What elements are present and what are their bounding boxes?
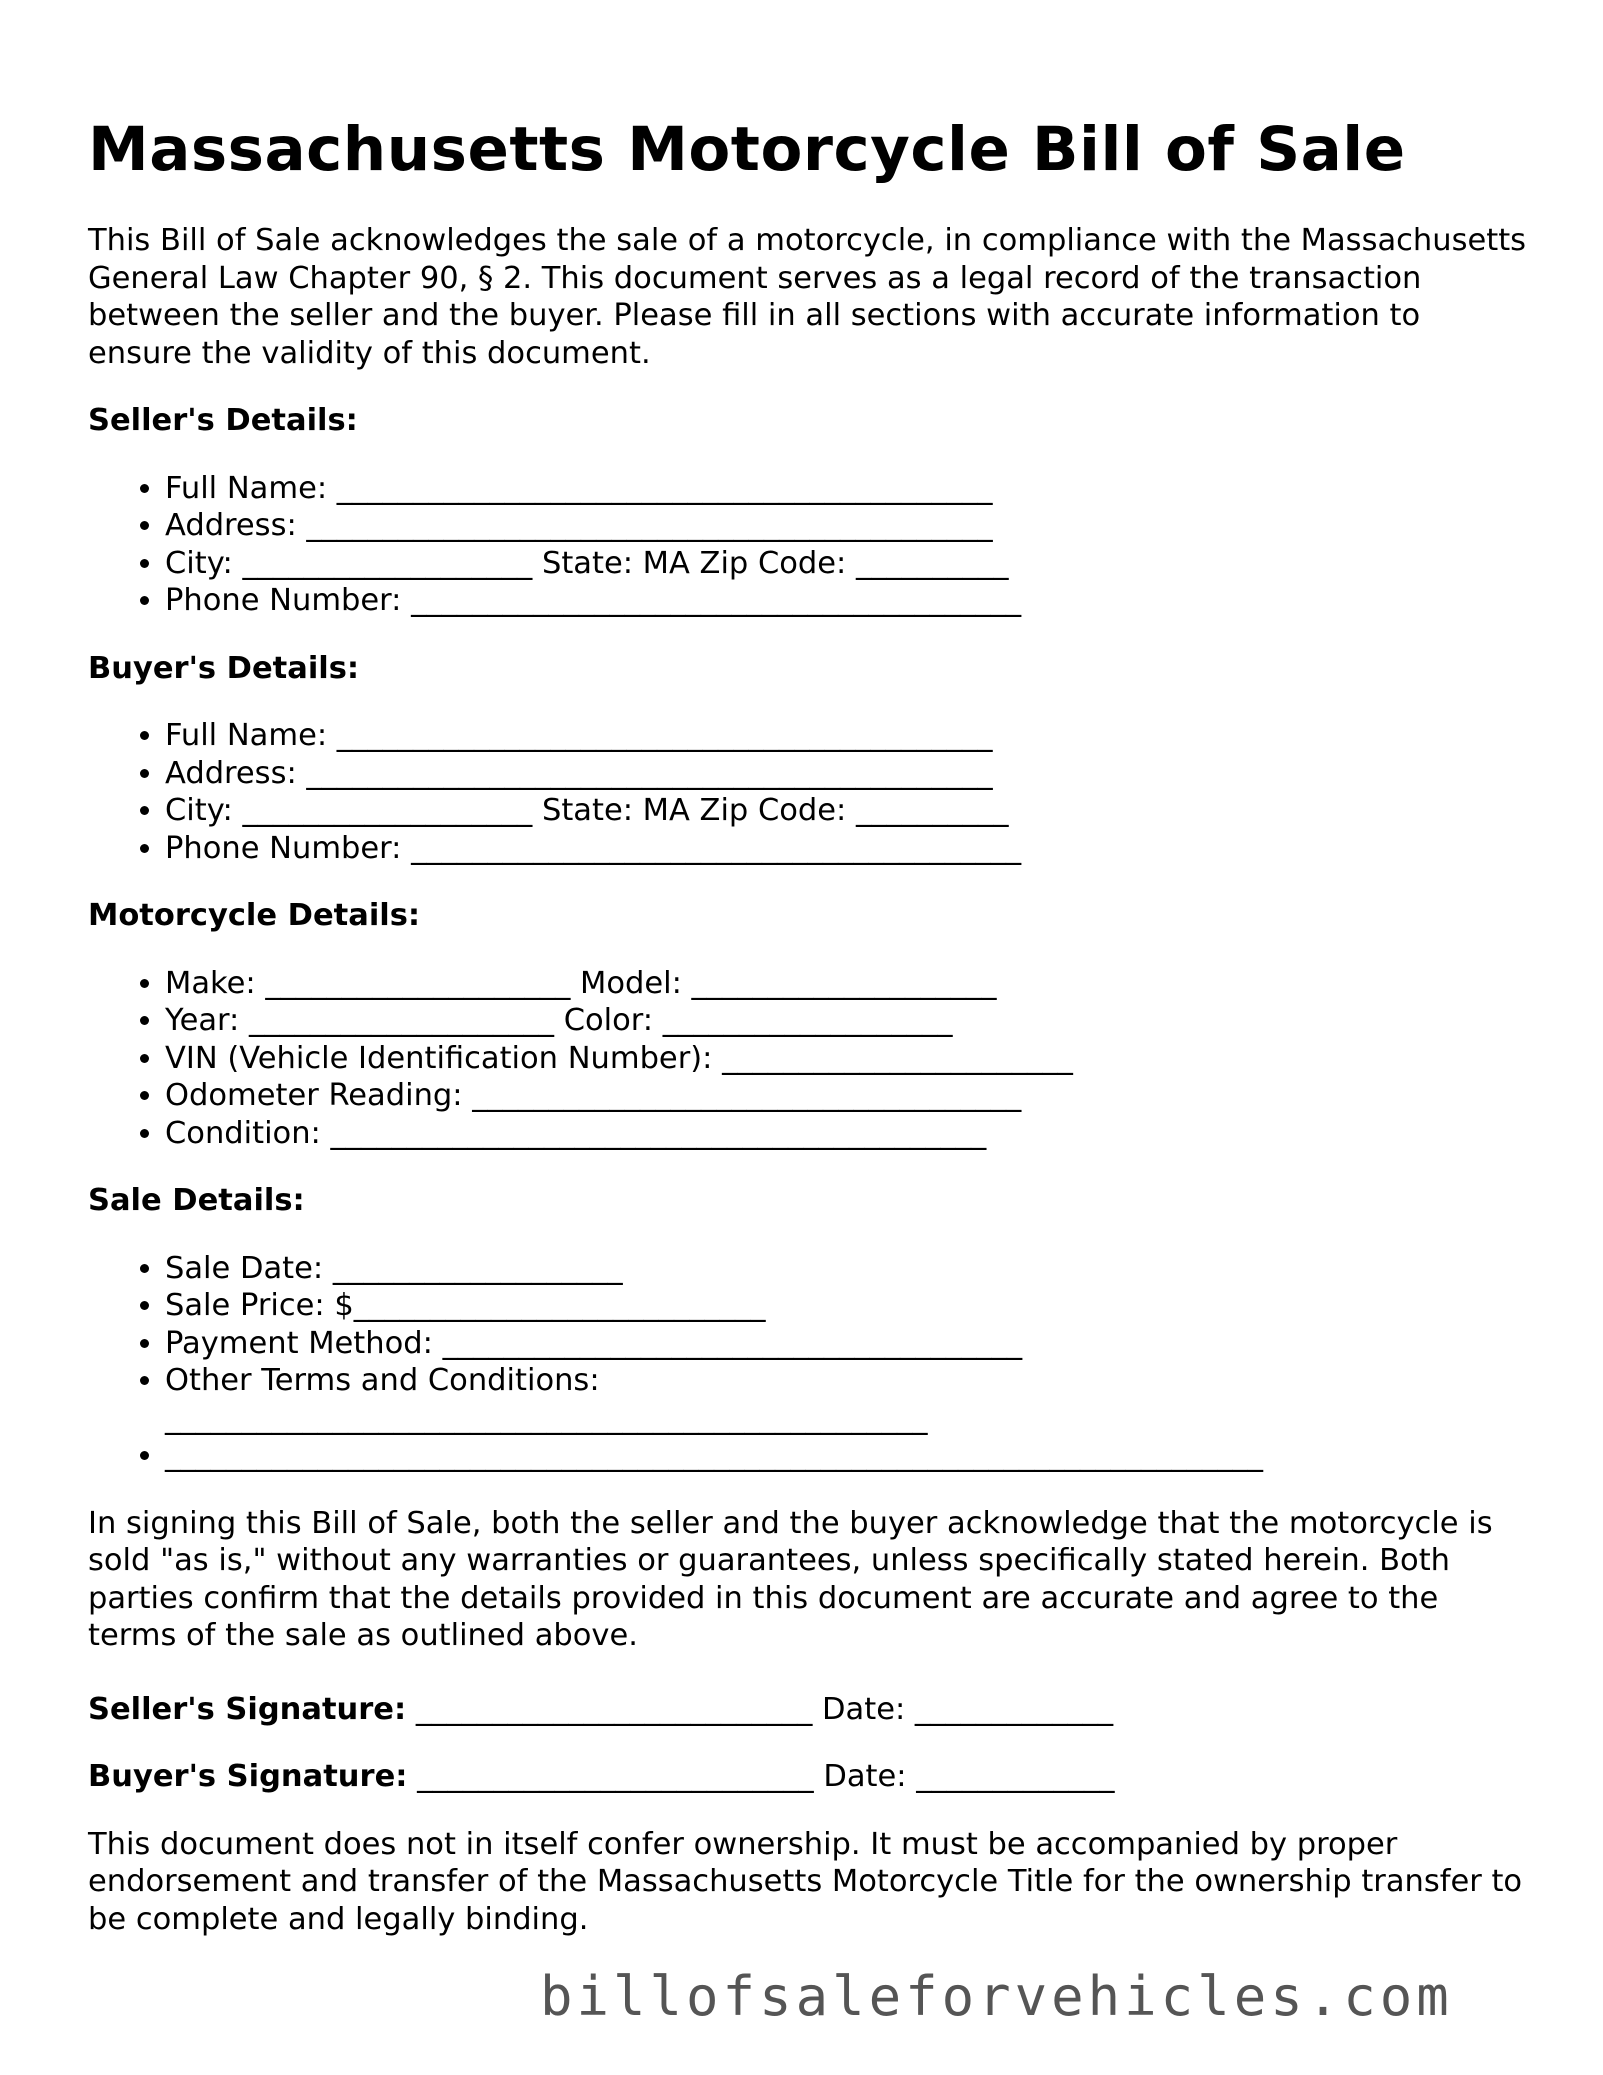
document-page — [88, 112, 1528, 1938]
other-terms-field: • Other Terms and Conditions: __________________________________________________ — [165, 1362, 1085, 1437]
intro-paragraph: This Bill of Sale acknowledges the sale of a motorcycle, in compliance with the Massachusetts General Law Chapter 90, § 2. This document serves as a legal record of the transaction between the seller and the buyer. Please fill in all sections with accurate information to ensure the validity of this document. — [88, 223, 1527, 371]
buyer-details-list — [88, 717, 1528, 867]
sale-details-list — [88, 1250, 1528, 1475]
buyer-city-state-zip-field: • City: ___________________ State: MA Zip Code: __________ — [165, 792, 1528, 830]
condition-field: • Condition: ___________________________________________ — [165, 1115, 1528, 1153]
seller-phone-field: • Phone Number: ________________________________________ — [165, 582, 1528, 620]
sale-date-field: • Sale Date: ___________________ — [165, 1250, 1528, 1288]
closing-paragraph: In signing this Bill of Sale, both the seller and the buyer acknowledge that the motorcycle is sold "as is," without any warranties or guarantees, unless specifically stated herein. Both parties confirm that the details provided in this document are accurate and agree to the terms of the sale as outlined above. — [88, 1505, 1493, 1653]
buyer-details-heading: Buyer's Details: — [88, 650, 360, 686]
seller-signature-blank: __________________________ Date: _____________ — [406, 1691, 1114, 1727]
odometer-field: • Odometer Reading: ____________________________________ — [165, 1077, 1528, 1115]
other-terms-extra-line: • ________________________________________________________________________ — [165, 1437, 1528, 1475]
buyer-address-field: • Address: _____________________________________________ — [165, 755, 1528, 793]
vin-field: • VIN (Vehicle Identification Number): _______________________ — [165, 1040, 1528, 1078]
year-color-field: • Year: ____________________ Color: ___________________ — [165, 1002, 1528, 1040]
seller-address-field: • Address: _____________________________________________ — [165, 507, 1528, 545]
seller-full-name-field: • Full Name: ___________________________________________ — [165, 470, 1528, 508]
buyer-signature-blank: __________________________ Date: _____________ — [407, 1759, 1115, 1794]
disclaimer-paragraph: This document does not in itself confer ownership. It must be accompanied by proper endorsement and transfer of the Massachusetts Motorcycle Title for the ownership transfer to be complete and legally binding. — [88, 1826, 1523, 1937]
seller-city-state-zip-field: • City: ___________________ State: MA Zip Code: __________ — [165, 545, 1528, 583]
sale-details-heading: Sale Details: — [88, 1183, 305, 1218]
page-title: Massachusetts Motorcycle Bill of Sale — [88, 114, 1406, 185]
motorcycle-details-heading: Motorcycle Details: — [88, 898, 421, 933]
seller-details-heading: Seller's Details: — [88, 403, 358, 438]
make-model-field: • Make: ____________________ Model: ____________________ — [165, 965, 1528, 1003]
buyer-full-name-field: • Full Name: ___________________________________________ — [165, 717, 1528, 755]
buyer-signature-label: Buyer's Signature: — [88, 1759, 408, 1794]
payment-method-field: • Payment Method: ______________________________________ — [165, 1325, 1528, 1363]
seller-details-list — [88, 470, 1528, 620]
site-watermark: billofsaleforvehicles.com — [540, 1965, 1453, 2028]
buyer-phone-field: • Phone Number: ________________________________________ — [165, 830, 1528, 868]
motorcycle-details-list — [88, 965, 1528, 1153]
seller-signature-line — [88, 1691, 1528, 1729]
seller-signature-label: Seller's Signature: — [88, 1691, 407, 1727]
sale-price-field: • Sale Price: $___________________________ — [165, 1287, 1528, 1325]
buyer-signature-line — [88, 1758, 1528, 1796]
